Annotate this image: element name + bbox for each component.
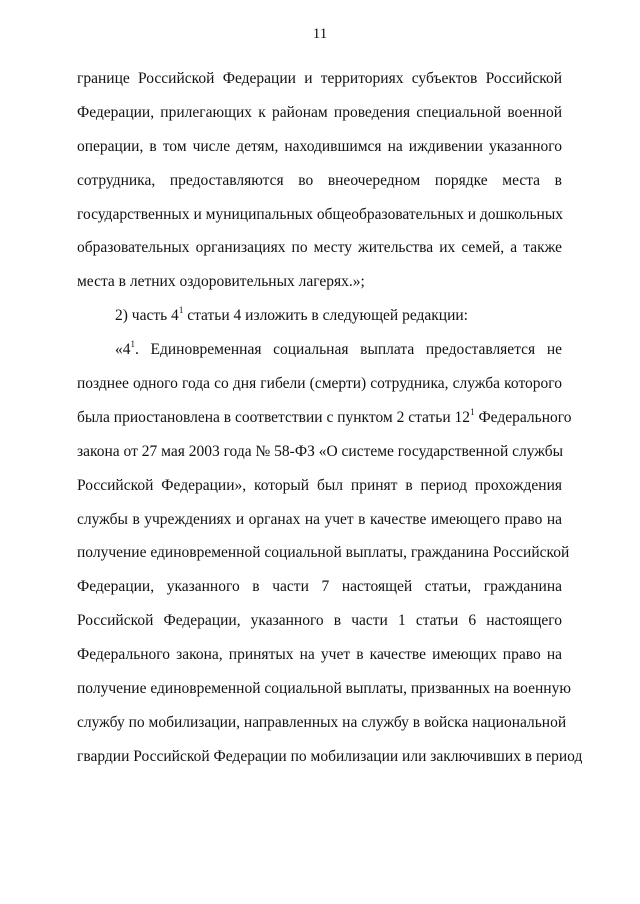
text-line-amendment (77, 299, 562, 333)
text-line: границе Российской Федерации и территориях субъектов Российской (77, 70, 562, 87)
superscript: 1 (130, 338, 135, 349)
text-line: закона от 27 мая 2003 года № 58-ФЗ «О системе государственной службы (77, 442, 564, 460)
text-line: гвардии Российской Федерации по мобилизации или заключивших в период (77, 747, 583, 765)
text-line: службы в учреждениях и органах на учет в качестве имеющего право на (77, 510, 562, 528)
text-line: Российской Федерации, указанного в части 1 статьи 6 настоящего (77, 612, 562, 630)
superscript: 1 (470, 406, 475, 417)
text-line: сотрудника, предоставляются во внеочередном порядке места в (77, 171, 562, 189)
text-run: . Единовременная социальная выплата предоставляется не (135, 341, 562, 359)
text-run: «4 (115, 341, 131, 359)
text-line: получение единовременной социальной выплаты, призванных на военную (77, 680, 571, 698)
text-line: операции, в том числе детям, находившимся на иждивении указанного (77, 137, 562, 155)
text-run: Федерального (474, 408, 572, 426)
text-run: статьи 4 изложить в следующей редакции: (183, 307, 468, 325)
text-line: получение единовременной социальной выплаты, гражданина Российской (77, 544, 570, 562)
body-text (77, 62, 583, 774)
text-line: службу по мобилизации, направленных на службу в войска национальной (77, 713, 567, 731)
text-line-quote-start (77, 333, 562, 367)
text-line: государственных и муниципальных общеобразовательных и дошкольных (77, 205, 563, 223)
text-run: была приостановлена в соответствии с пунктом 2 статьи 12 (77, 408, 471, 426)
text-line: образовательных организациях по месту жительства их семей, а также (77, 239, 562, 257)
text-line: места в летних оздоровительных лагерях.»; (77, 273, 365, 291)
text-line-with-superscript (77, 401, 572, 435)
text-line: позднее одного года со дня гибели (смерти) сотрудника, служба которого (77, 375, 562, 393)
text-run: 2) часть 4 (115, 307, 179, 325)
text-line: Федерации, указанного в части 7 настоящей статьи, гражданина (77, 578, 562, 596)
superscript: 1 (178, 305, 184, 316)
text-line: Федерального закона, принятых на учет в качестве имеющих право на (77, 646, 562, 664)
text-line: Российской Федерации», который был принят в период прохождения (77, 476, 562, 494)
text-line: Федерации, прилегающих к районам проведения специальной военной (77, 103, 562, 121)
page-number: 11 (312, 26, 328, 42)
